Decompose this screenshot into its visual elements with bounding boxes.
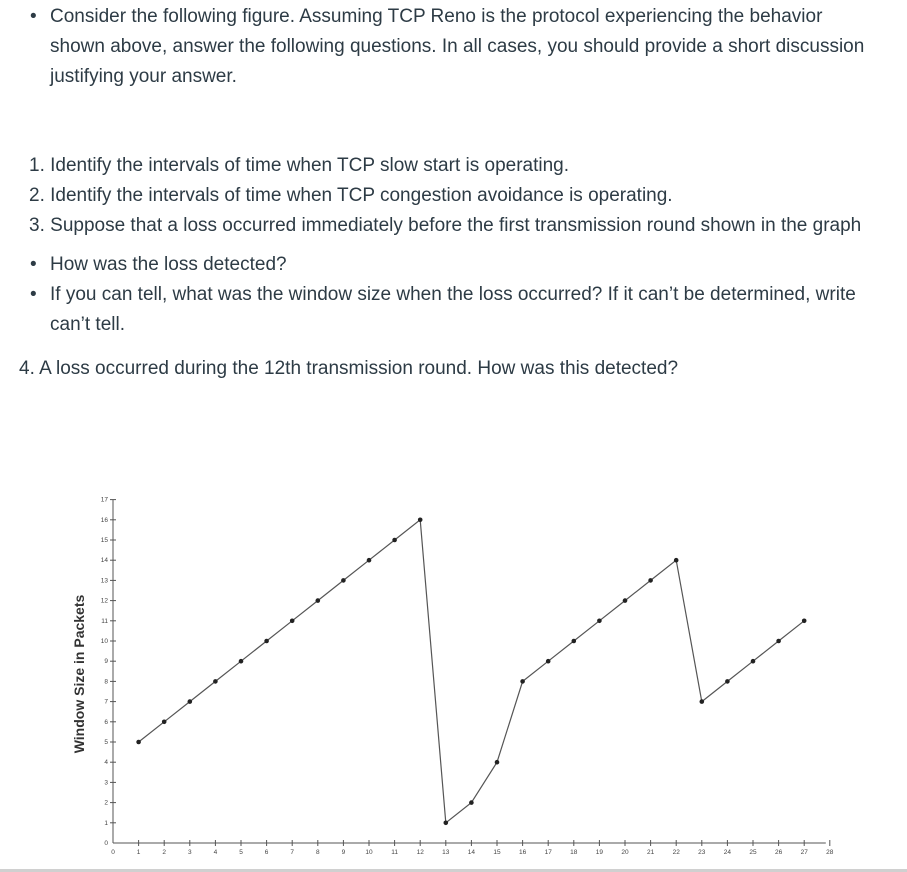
data-point bbox=[802, 619, 807, 624]
sub-bullet-1: How was the loss detected? bbox=[50, 254, 287, 275]
data-point bbox=[213, 679, 218, 684]
data-point bbox=[751, 659, 756, 664]
x-tick-label: 25 bbox=[749, 849, 757, 856]
y-tick-label: 14 bbox=[100, 557, 108, 565]
y-tick-label: 8 bbox=[104, 678, 108, 686]
x-tick-label: 19 bbox=[595, 849, 604, 856]
data-point bbox=[341, 578, 346, 583]
data-point bbox=[162, 720, 167, 725]
bullet-dot: • bbox=[30, 284, 37, 305]
x-tick-label: 5 bbox=[239, 849, 243, 856]
y-tick-label: 11 bbox=[101, 617, 108, 625]
y-tick-label: 4 bbox=[104, 759, 108, 767]
data-point bbox=[418, 518, 423, 523]
data-point bbox=[597, 619, 602, 624]
data-point bbox=[495, 760, 500, 765]
y-tick-label: 9 bbox=[104, 658, 108, 666]
data-point bbox=[239, 659, 244, 664]
y-tick-label: 7 bbox=[104, 698, 108, 706]
y-tick-label: 16 bbox=[100, 516, 108, 524]
y-tick-label: 17 bbox=[100, 496, 108, 504]
x-tick-label: 9 bbox=[341, 849, 346, 856]
x-tick-label: 8 bbox=[315, 849, 320, 856]
series-line bbox=[139, 520, 805, 823]
x-tick-label: 26 bbox=[774, 849, 783, 856]
y-tick-label: 12 bbox=[100, 597, 108, 605]
y-tick-label: 1 bbox=[104, 819, 108, 827]
y-tick-label: 0 bbox=[104, 840, 108, 847]
x-tick-label: 12 bbox=[416, 849, 424, 856]
x-tick-label: 27 bbox=[800, 849, 808, 856]
x-tick-label: 13 bbox=[442, 849, 450, 856]
data-point bbox=[469, 800, 474, 805]
x-tick-label: 21 bbox=[646, 849, 655, 856]
x-tick-label: 2 bbox=[162, 849, 167, 856]
y-tick-label: 10 bbox=[100, 638, 108, 645]
tcp-window-chart bbox=[60, 490, 850, 865]
x-tick-label: 14 bbox=[467, 849, 476, 856]
data-point bbox=[188, 699, 193, 704]
data-point bbox=[444, 821, 449, 826]
y-tick-label: 6 bbox=[104, 718, 108, 726]
sub-bullet-2-line-2: can’t tell. bbox=[50, 314, 125, 335]
data-point bbox=[700, 699, 705, 704]
x-tick-label: 6 bbox=[264, 849, 269, 856]
x-tick-label: 24 bbox=[723, 849, 732, 856]
data-point bbox=[392, 538, 397, 543]
data-point bbox=[572, 639, 577, 644]
x-tick-label: 11 bbox=[391, 849, 398, 856]
x-tick-label: 23 bbox=[698, 849, 706, 856]
y-tick-label: 3 bbox=[104, 779, 108, 787]
question-4: 4. A loss occurred during the 12th transmission round. How was this detected? bbox=[19, 358, 679, 379]
y-tick-label: 2 bbox=[104, 799, 108, 807]
intro-line-2: shown above, answer the following questions. In all cases, you should provide a short discussion bbox=[50, 36, 865, 57]
intro-line-3: justifying your answer. bbox=[50, 66, 237, 87]
x-tick-label: 10 bbox=[365, 849, 373, 856]
x-tick-label: 4 bbox=[213, 849, 218, 856]
data-point bbox=[520, 679, 525, 684]
data-point bbox=[316, 598, 321, 603]
question-1 bbox=[29, 151, 569, 181]
data-point bbox=[546, 659, 551, 664]
data-point bbox=[623, 598, 628, 603]
x-tick-label: 3 bbox=[187, 849, 192, 856]
data-point bbox=[290, 619, 295, 624]
y-tick-label: 13 bbox=[100, 577, 108, 585]
question-3 bbox=[29, 211, 861, 241]
data-point bbox=[264, 639, 269, 644]
intro-line-1: Consider the following figure. Assuming TCP Reno is the protocol experiencing the behavior bbox=[50, 6, 823, 27]
data-point bbox=[136, 740, 141, 745]
question-text: Suppose that a loss occurred immediately before the first transmission round shown in the graph bbox=[50, 215, 862, 236]
x-tick-label: 7 bbox=[290, 849, 295, 856]
x-tick-label: 1 bbox=[136, 849, 141, 856]
data-point bbox=[648, 578, 653, 583]
bullet-dot: • bbox=[30, 6, 37, 27]
x-tick-label: 20 bbox=[621, 849, 629, 856]
question-number: 2. bbox=[29, 185, 45, 206]
bullet-dot: • bbox=[30, 254, 37, 275]
data-point bbox=[367, 558, 372, 563]
data-point bbox=[674, 558, 679, 563]
question-number: 3. bbox=[29, 215, 45, 236]
y-tick-label: 15 bbox=[100, 537, 108, 544]
y-axis-label: Window Size in Packets bbox=[71, 594, 87, 754]
question-text: Identify the intervals of time when TCP slow start is operating. bbox=[50, 155, 570, 176]
data-point bbox=[725, 679, 730, 684]
question-2 bbox=[29, 181, 673, 211]
x-tick-label: 28 bbox=[826, 849, 834, 856]
x-tick-label: 15 bbox=[493, 849, 501, 856]
y-tick-label: 5 bbox=[104, 739, 108, 746]
question-text: Identify the intervals of time when TCP congestion avoidance is operating. bbox=[50, 185, 673, 206]
x-tick-label: 0 bbox=[111, 849, 115, 856]
x-tick-label: 22 bbox=[672, 849, 680, 856]
data-point bbox=[776, 639, 781, 644]
x-tick-label: 16 bbox=[518, 849, 527, 856]
question-number: 1. bbox=[29, 155, 45, 176]
sub-bullet-2-line-1: If you can tell, what was the window size when the loss occurred? If it can’t be determined, write bbox=[50, 284, 856, 305]
x-tick-label: 17 bbox=[544, 849, 552, 856]
x-tick-label: 18 bbox=[570, 849, 578, 856]
